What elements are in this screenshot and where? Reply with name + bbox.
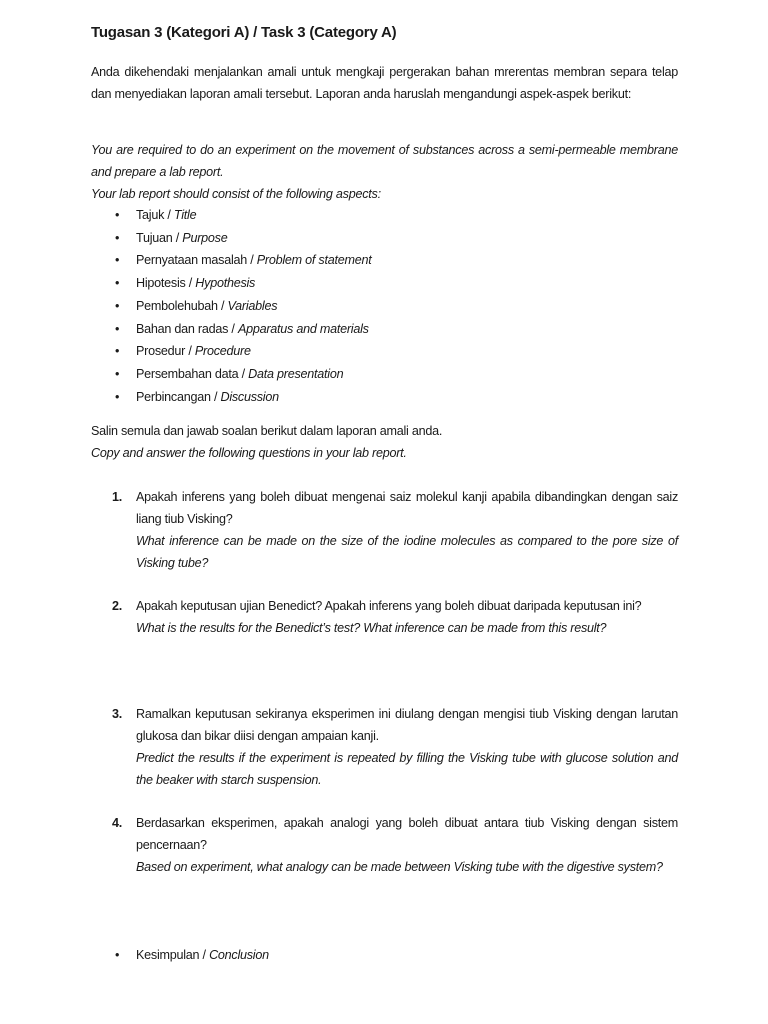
bullet-icon: • — [115, 321, 120, 336]
question-number: 1. — [112, 490, 123, 504]
aspect-english: Purpose — [182, 230, 228, 245]
bullet-icon: • — [115, 366, 120, 381]
aspect-malay: Pernyataan masalah / — [136, 253, 257, 268]
aspect-malay: Bahan dan radas / — [136, 321, 238, 336]
bullet-icon: • — [115, 389, 120, 404]
aspects-list — [91, 204, 678, 408]
bullet-icon: • — [115, 253, 120, 268]
aspect-english: Hypothesis — [195, 276, 256, 291]
aspect-malay: Persembahan data / — [136, 366, 249, 381]
aspect-english: Apparatus and materials — [237, 321, 369, 336]
aspect-item — [91, 272, 678, 295]
aspect-item — [91, 318, 678, 341]
aspect-malay: Perbincangan / — [136, 389, 221, 404]
bullet-icon: • — [115, 276, 120, 291]
question-english: What inference can be made on the size of the iodine molecules as compared to the pore size of Visking tube? — [136, 534, 678, 570]
aspect-item — [91, 363, 678, 386]
aspect-item — [91, 340, 678, 363]
copy-instruction-english: Copy and answer the following questions in your lab report. — [91, 446, 407, 460]
bullet-icon: • — [115, 298, 120, 313]
question-malay: Berdasarkan eksperimen, apakah analogi yang boleh dibuat antara tiub Visking dengan sistem pencernaan? — [136, 816, 678, 852]
intro-english-2: Your lab report should consist of the following aspects: — [91, 187, 381, 201]
question-number: 3. — [112, 707, 123, 721]
copy-instruction-malay: Salin semula dan jawab soalan berikut dalam laporan amali anda. — [91, 424, 443, 438]
question-item — [112, 595, 678, 639]
aspect-malay: Tujuan / — [136, 230, 183, 245]
intro-english — [91, 139, 678, 205]
question-item — [112, 812, 678, 878]
bullet-icon: • — [115, 344, 120, 359]
aspect-english: Problem of statement — [256, 253, 372, 268]
bullet-icon: • — [115, 230, 120, 245]
aspect-malay: Tajuk / — [136, 208, 174, 222]
question-number: 2. — [112, 599, 123, 613]
conclusion-malay: Kesimpulan / — [136, 948, 210, 962]
aspect-item — [91, 227, 678, 250]
bullet-icon: • — [115, 948, 120, 962]
aspect-malay: Pembolehubah / — [136, 298, 228, 313]
conclusion-english: Conclusion — [209, 948, 269, 962]
aspect-english: Title — [173, 208, 197, 222]
question-item — [112, 486, 678, 574]
page-title: Tugasan 3 (Kategori A) / Task 3 (Category A) — [91, 24, 397, 41]
intro-malay: Anda dikehendaki menjalankan amali untuk mengkaji pergerakan bahan mrerentas membran separa telap dan menyediakan laporan amali tersebut. Laporan anda haruslah mengandungi aspek-aspek berikut: — [91, 65, 678, 101]
question-malay: Apakah inferens yang boleh dibuat mengenai saiz molekul kanji apabila dibandingkan dengan saiz liang tiub Visking? — [136, 490, 678, 526]
question-english: Based on experiment, what analogy can be made between Visking tube with the digestive system? — [136, 860, 663, 874]
aspect-english: Data presentation — [248, 366, 344, 381]
question-malay: Apakah keputusan ujian Benedict? Apakah inferens yang boleh dibuat daripada keputusan ini? — [136, 599, 642, 613]
question-english: What is the results for the Benedict’s test? What inference can be made from this result? — [136, 621, 607, 635]
question-malay: Ramalkan keputusan sekiranya eksperimen ini diulang dengan mengisi tiub Visking dengan larutan glukosa dan bikar diisi dengan ampaian kanji. — [136, 707, 678, 743]
aspect-malay: Prosedur / — [136, 344, 195, 359]
aspect-item — [91, 204, 678, 227]
bullet-icon: • — [115, 208, 120, 222]
intro-english-1: You are required to do an experiment on the movement of substances across a semi-permeable membrane and prepare a lab report. — [91, 143, 678, 179]
aspect-english: Discussion — [220, 389, 279, 404]
aspect-english: Variables — [227, 298, 278, 313]
question-number: 4. — [112, 816, 123, 830]
conclusion-item — [91, 944, 678, 967]
question-item — [112, 703, 678, 791]
copy-instructions — [91, 420, 678, 464]
aspect-english: Procedure — [194, 344, 251, 359]
question-english: Predict the results if the experiment is repeated by filling the Visking tube with glucose solution and the beaker with starch suspension. — [136, 751, 678, 787]
aspect-item — [91, 295, 678, 318]
aspect-malay: Hipotesis / — [136, 276, 196, 291]
aspect-item — [91, 386, 678, 409]
aspect-item — [91, 249, 678, 272]
